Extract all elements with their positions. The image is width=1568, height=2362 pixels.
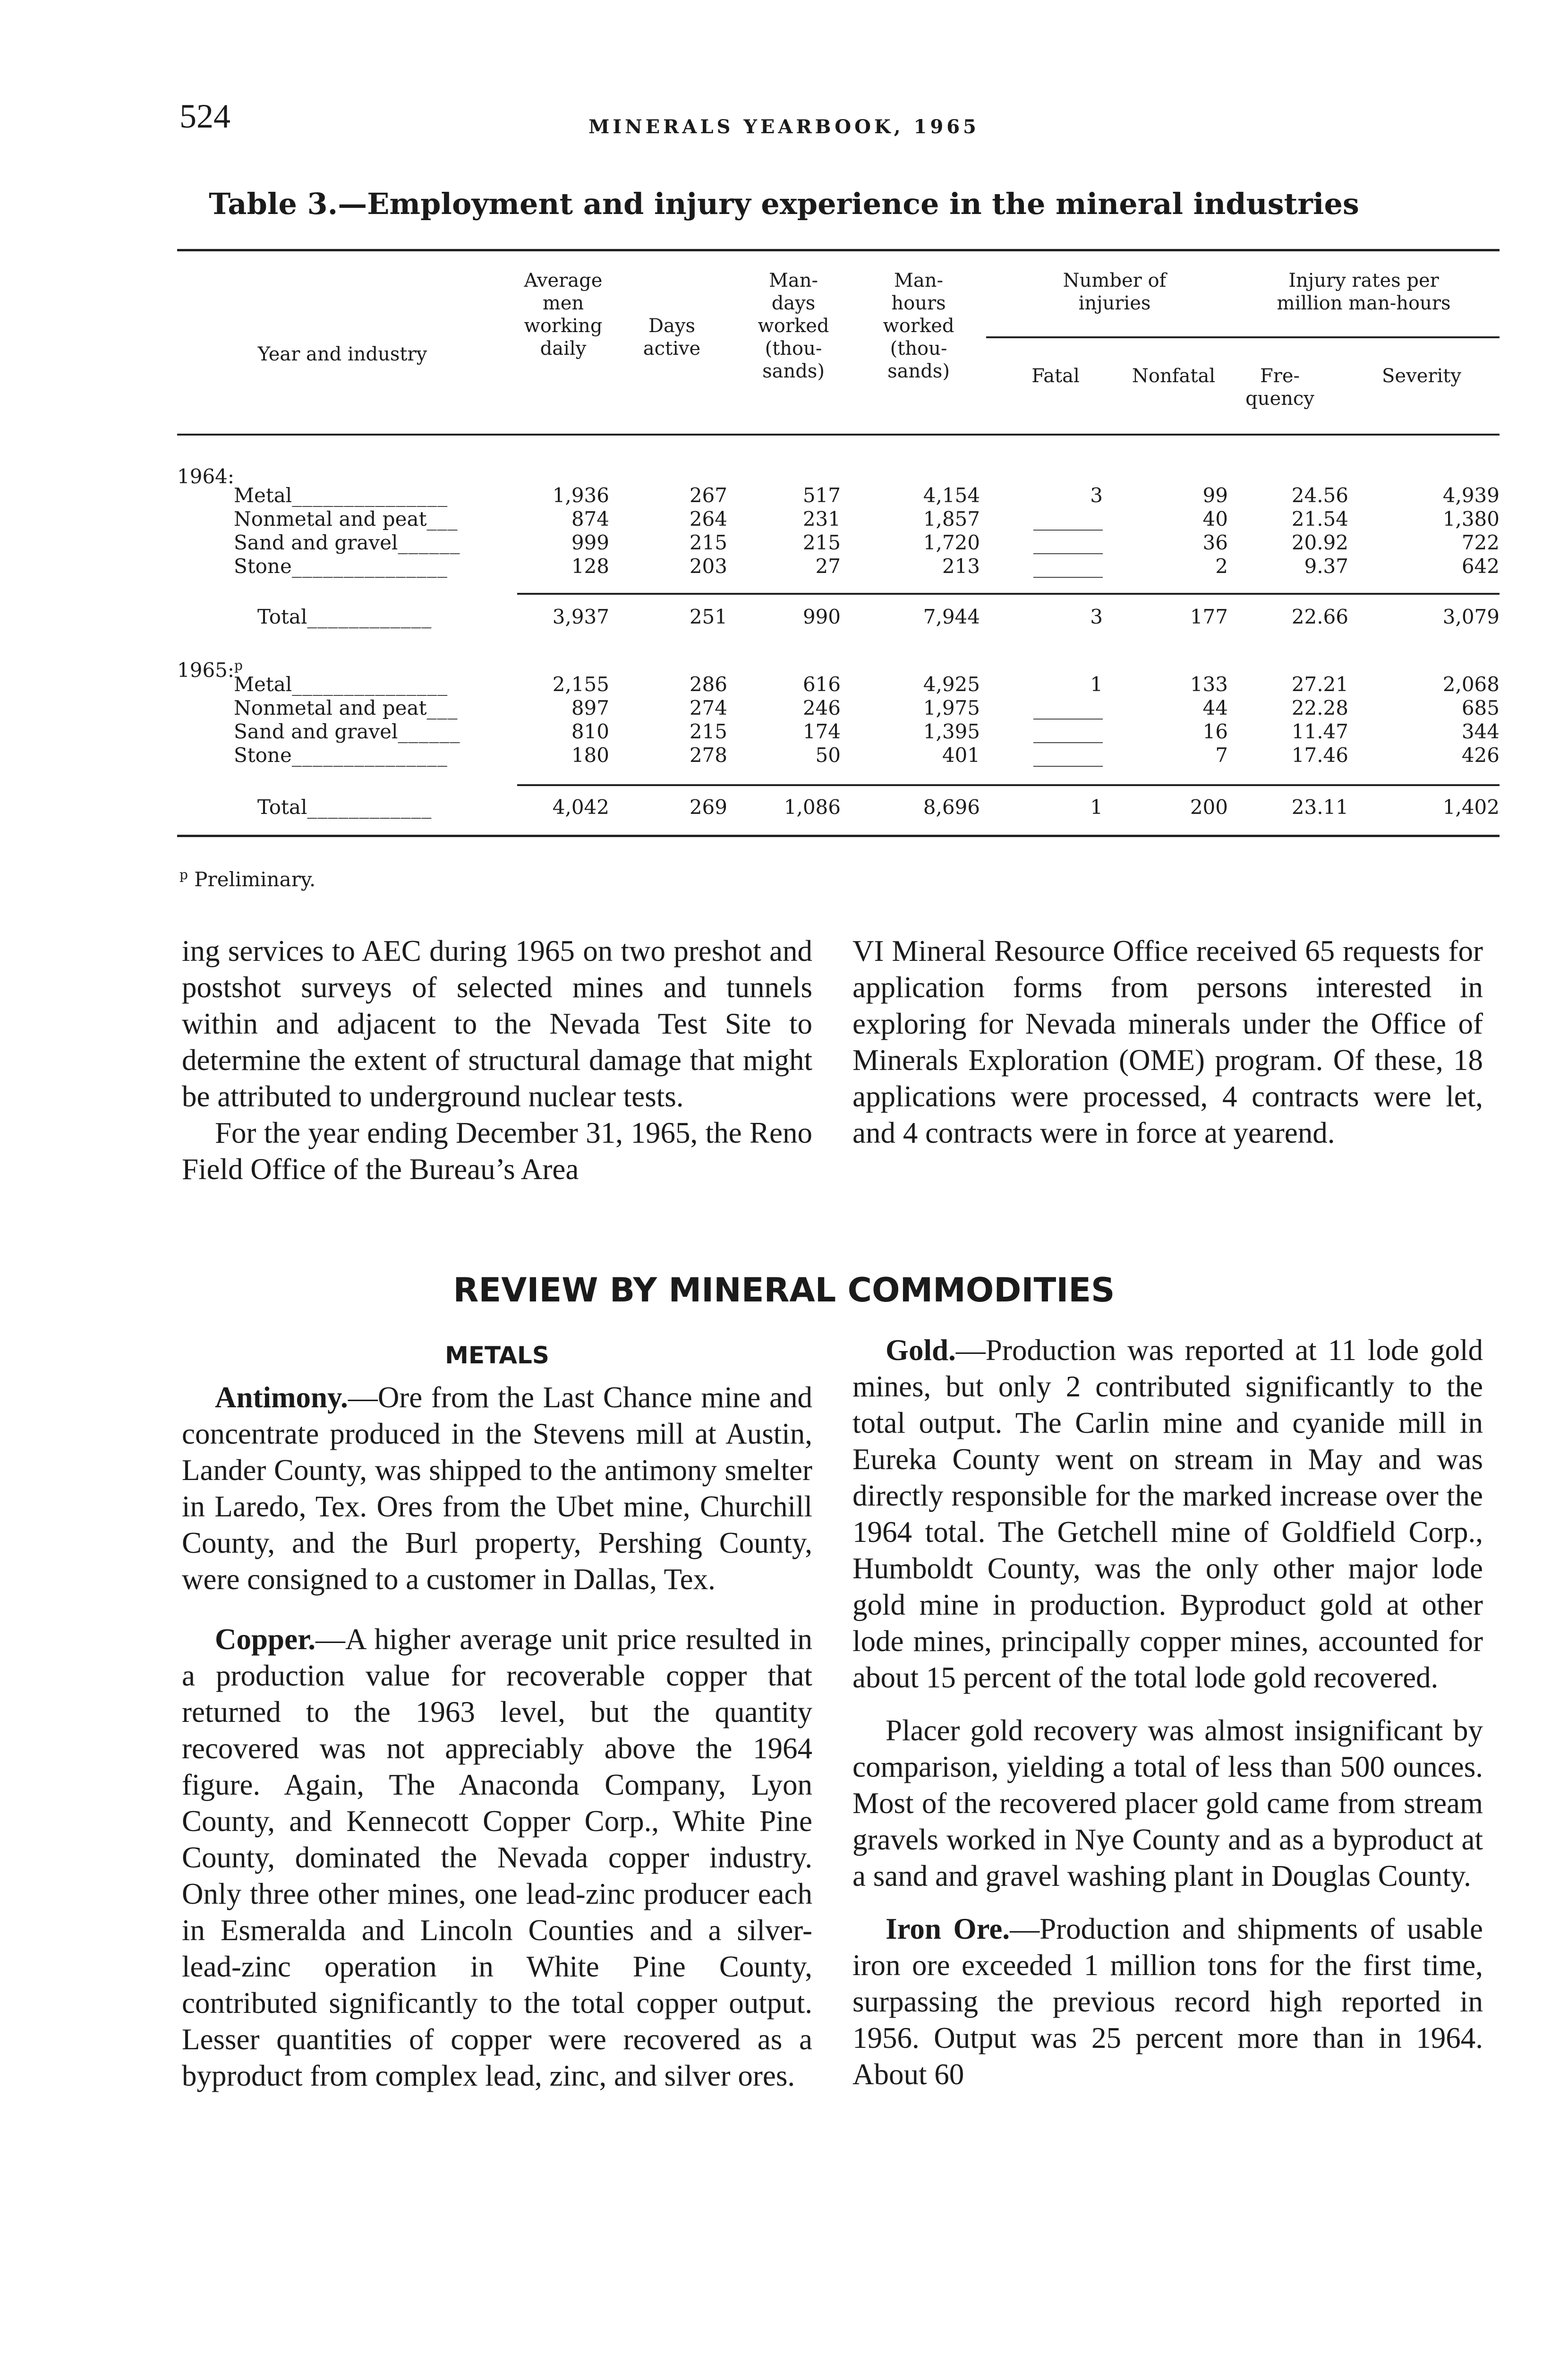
table-cell-fatal: _______	[1033, 744, 1103, 767]
industry-label: Nonmetal and peat___	[234, 507, 458, 531]
gold-title: Gold.	[886, 1334, 956, 1367]
copper-title: Copper.	[215, 1623, 315, 1656]
table-cell-fatal: _______	[1033, 531, 1103, 554]
table-cell-days: 286	[689, 673, 727, 696]
table-cell-mandays: 215	[802, 531, 841, 554]
table-cell-nonfatal: 200	[1190, 796, 1228, 819]
antimony-title: Antimony.	[215, 1381, 348, 1414]
header-severity: Severity	[1382, 365, 1461, 387]
table-cell-sev: 426	[1461, 744, 1500, 767]
table-cell-men: 999	[571, 531, 609, 554]
upper-left-column	[182, 933, 812, 1188]
total-row-label: Total____________	[257, 605, 432, 628]
industry-label: Stone_______________	[234, 744, 448, 767]
gold-paragraph: Gold.—Production was reported at 11 lode gold mines, but only 2 contributed significantly to the total output. The Carlin mine and cyanide mill in Eureka County went on stream in May and was directly responsible for the marked increase over the 1964 total. The Getchell mine of Goldfield Corp., Humboldt County, was the only other major lode gold mine in production. Byproduct gold at other lode mines, principally copper mines, accounted for about 15 percent of the total lode gold recovered.	[852, 1334, 1483, 1694]
table-cell-men: 1,936	[552, 484, 609, 507]
table-top-rule	[177, 249, 1500, 251]
table-cell-nonfatal: 44	[1202, 696, 1228, 719]
table-cell-sev: 722	[1461, 531, 1500, 554]
industry-label: Sand and gravel______	[234, 531, 460, 554]
table-cell-freq: 22.66	[1291, 605, 1348, 628]
total-1965-rule	[517, 784, 1500, 786]
table-cell-days: 215	[689, 531, 727, 554]
table-cell-mandays: 50	[815, 744, 841, 767]
table-cell-mandays: 231	[802, 507, 841, 531]
table-cell-sev: 1,380	[1442, 507, 1500, 531]
table-cell-mandays: 990	[802, 605, 841, 628]
table-cell-sev: 4,939	[1442, 484, 1500, 507]
table-cell-manhours: 1,857	[923, 507, 980, 531]
header-days-active: Days active	[643, 315, 701, 359]
table-cell-nonfatal: 36	[1202, 531, 1228, 554]
placer-gold-paragraph: Placer gold recovery was almost insignificant by comparison, yielding a total of less than 500 ounces. Most of the recovered placer gold came from stream gravels worked in Nye County and as a byproduct at a sand and gravel washing plant in Douglas County.	[852, 1714, 1483, 1892]
section-heading: REVIEW BY MINERAL COMMODITIES	[453, 1271, 1115, 1309]
table-cell-men: 874	[571, 507, 609, 531]
table-cell-days: 267	[689, 484, 727, 507]
industry-label: Sand and gravel______	[234, 720, 460, 743]
table-cell-sev: 642	[1461, 555, 1500, 578]
table-cell-sev: 344	[1461, 720, 1500, 743]
header-nonfatal: Nonfatal	[1132, 365, 1216, 387]
table-cell-mandays: 1,086	[784, 796, 841, 819]
table-cell-fatal: 1	[1090, 796, 1103, 819]
table-cell-mandays: 246	[802, 696, 841, 719]
table-cell-nonfatal: 7	[1215, 744, 1228, 767]
table-cell-freq: 23.11	[1291, 796, 1348, 819]
table-bottom-rule	[177, 835, 1500, 837]
table-cell-freq: 21.54	[1291, 507, 1348, 531]
total-row-label: Total____________	[257, 796, 432, 819]
industry-label: Metal_______________	[234, 484, 448, 507]
iron-ore-paragraph: Iron Ore.—Production and shipments of usable iron ore exceeded 1 million tons for the first time, surpassing the previous record high reported in 1956. Output was 25 percent more than in 1964. About 60	[852, 1912, 1483, 2091]
table-cell-men: 180	[571, 744, 609, 767]
table-cell-men: 128	[571, 555, 609, 578]
table-cell-days: 278	[689, 744, 727, 767]
table-footnote: $^p$ Preliminary.	[179, 867, 316, 891]
table-cell-freq: 9.37	[1304, 555, 1348, 578]
table-cell-manhours: 7,944	[923, 605, 980, 628]
table-cell-nonfatal: 16	[1202, 720, 1228, 743]
table-cell-days: 215	[689, 720, 727, 743]
paragraph: For the year ending December 31, 1965, the Reno Field Office of the Bureau’s Area	[182, 1116, 812, 1186]
table-cell-freq: 22.28	[1291, 696, 1348, 719]
table-title: Table 3.—Employment and injury experience in the mineral industries	[209, 187, 1359, 221]
table-cell-sev: 685	[1461, 696, 1500, 719]
header-injury-rates: Injury rates per million man-hours	[1277, 270, 1451, 314]
header-man-days: Man- days worked (thou- sands)	[758, 270, 829, 382]
table-cell-men: 3,937	[552, 605, 609, 628]
table-cell-sev: 3,079	[1442, 605, 1500, 628]
industry-label: Stone_______________	[234, 555, 448, 578]
table-cell-fatal: 3	[1090, 484, 1103, 507]
lower-left-column	[182, 1379, 812, 2094]
table-cell-days: 264	[689, 507, 727, 531]
table-cell-nonfatal: 40	[1202, 507, 1228, 531]
table-cell-freq: 11.47	[1291, 720, 1348, 743]
group-header-rule	[986, 336, 1500, 338]
table-cell-sev: 2,068	[1442, 673, 1500, 696]
subsection-heading: METALS	[445, 1342, 549, 1369]
table-cell-manhours: 401	[942, 744, 980, 767]
table-cell-fatal: _______	[1033, 555, 1103, 578]
table-cell-mandays: 27	[815, 555, 841, 578]
table-cell-men: 897	[571, 696, 609, 719]
paragraph: VI Mineral Resource Office received 65 requests for application forms from persons interested in exploring for Nevada minerals under the Office of Minerals Exploration (OME) program. Of these, 18 applications were processed, 4 contracts were let, and 4 contracts were in force at yearend.	[852, 934, 1483, 1149]
antimony-paragraph: Antimony.—Ore from the Last Chance mine and concentrate produced in the Stevens mill at Austin, Lander County, was shipped to the antimony smelter in Laredo, Tex. Ores from the Ubet mine, Churchill County, and the Burl property, Pershing County, were consigned to a customer in Dallas, Tex.	[182, 1381, 812, 1596]
table-cell-manhours: 1,720	[923, 531, 980, 554]
table-cell-manhours: 4,154	[923, 484, 980, 507]
header-year-industry: Year and industry	[257, 343, 427, 365]
header-frequency: Fre- quency	[1245, 365, 1314, 410]
table-cell-freq: 20.92	[1291, 531, 1348, 554]
lower-right-column	[852, 1332, 1483, 2093]
industry-label: Nonmetal and peat___	[234, 696, 458, 719]
upper-right-column	[852, 933, 1483, 1151]
table-cell-days: 269	[689, 796, 727, 819]
table-cell-days: 274	[689, 696, 727, 719]
table-cell-men: 4,042	[552, 796, 609, 819]
table-cell-fatal: _______	[1033, 720, 1103, 743]
total-1964-rule	[517, 593, 1500, 595]
year-1964-label: 1964:	[177, 465, 235, 488]
table-cell-days: 203	[689, 555, 727, 578]
table-cell-mandays: 174	[802, 720, 841, 743]
table-cell-freq: 17.46	[1291, 744, 1348, 767]
table-cell-manhours: 1,395	[923, 720, 980, 743]
running-head: MINERALS YEARBOOK, 1965	[588, 116, 980, 138]
header-bottom-rule	[177, 434, 1500, 436]
table-cell-fatal: _______	[1033, 507, 1103, 531]
page-number: 524	[179, 97, 230, 135]
table-cell-fatal: 3	[1090, 605, 1103, 628]
table-cell-nonfatal: 133	[1190, 673, 1228, 696]
table-cell-freq: 27.21	[1291, 673, 1348, 696]
table-cell-manhours: 1,975	[923, 696, 980, 719]
table-cell-manhours: 213	[942, 555, 980, 578]
table-cell-nonfatal: 177	[1190, 605, 1228, 628]
industry-label: Metal_______________	[234, 673, 448, 696]
table-cell-nonfatal: 2	[1215, 555, 1228, 578]
table-cell-fatal: _______	[1033, 696, 1103, 719]
table-cell-mandays: 517	[802, 484, 841, 507]
table-cell-men: 810	[571, 720, 609, 743]
table-cell-manhours: 8,696	[923, 796, 980, 819]
table-cell-days: 251	[689, 605, 727, 628]
copper-paragraph: Copper.—A higher average unit price resulted in a production value for recoverable copper that returned to the 1963 level, but the quantity recovered was not appreciably above the 1964 figure. Again, The Anaconda Company, Lyon County, and Kennecott Copper Corp., White Pine County, dominated the Nevada copper industry. Only three other mines, one lead-zinc producer each in Esmeralda and Lincoln Counties and a silver-lead-zinc operation in White Pine County, contributed significantly to the total copper output. Lesser quantities of copper were recovered as a byproduct from complex lead, zinc, and silver ores.	[182, 1623, 812, 2092]
header-man-hours: Man- hours worked (thou- sands)	[883, 270, 954, 382]
table-cell-manhours: 4,925	[923, 673, 980, 696]
header-number-of-injuries: Number of injuries	[1063, 270, 1167, 314]
iron-ore-title: Iron Ore.	[886, 1912, 1010, 1945]
table-cell-men: 2,155	[552, 673, 609, 696]
header-average-men: Average men working daily	[524, 270, 603, 359]
table-cell-mandays: 616	[802, 673, 841, 696]
table-cell-freq: 24.56	[1291, 484, 1348, 507]
year-1965-label: 1965:$^p$	[177, 658, 243, 682]
paragraph: ing services to AEC during 1965 on two preshot and postshot surveys of selected mines and tunnels within and adjacent to the Nevada Test Site to determine the extent of structural damage that might be attributed to underground nuclear tests.	[182, 934, 812, 1113]
header-fatal: Fatal	[1031, 365, 1080, 387]
table-cell-nonfatal: 99	[1202, 484, 1228, 507]
table-cell-fatal: 1	[1090, 673, 1103, 696]
table-cell-sev: 1,402	[1442, 796, 1500, 819]
